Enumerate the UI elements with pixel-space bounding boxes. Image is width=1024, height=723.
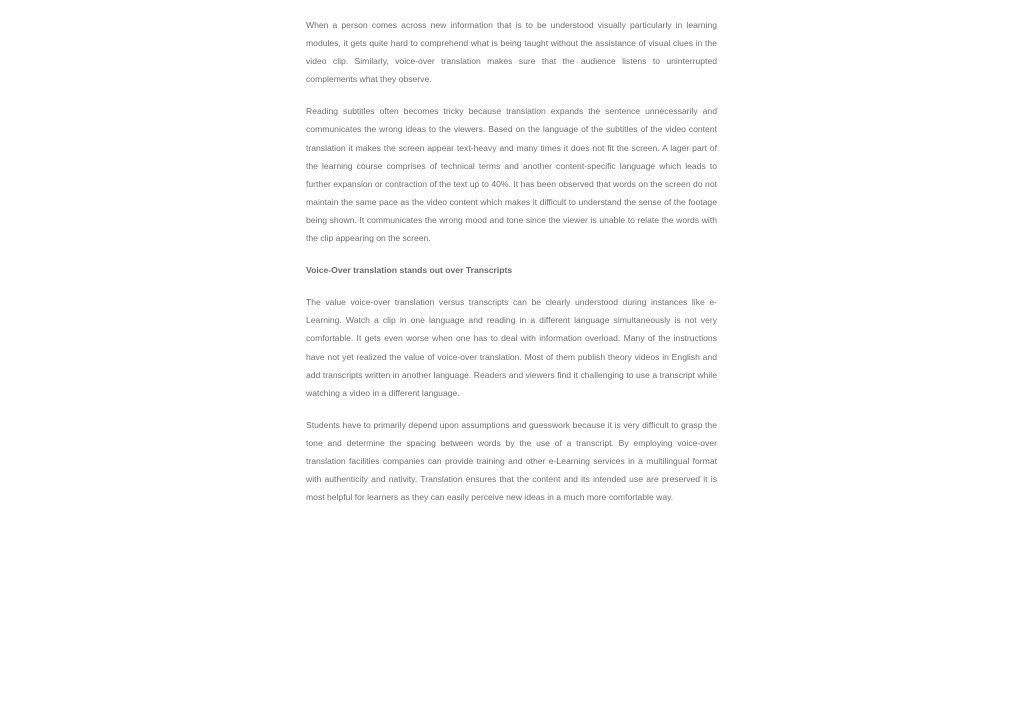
paragraph-students: Students have to primarily depend upon assumptions and guesswork because it is very difficult to grasp the tone and determine the spacing between words by the use of a transcript. By employing voice-over translation facilities companies can provide training and other e-Learning services in a multilingual format with authenticity and nativity. Translation ensures that the content and its intended use are preserved it is most helpful for learners as they can easily perceive new ideas in a much more comfortable way. bbox=[306, 419, 717, 503]
article-body bbox=[306, 16, 717, 520]
paragraph-transcripts: The value voice-over translation versus transcripts can be clearly understood during instances like e-Learning. Watch a clip in one language and reading in a different language simultaneously is not very comfortable. It gets even worse when one has to deal with information overload. Many of the instructions have not yet realized the value of voice-over translation. Most of them publish theory videos in English and add transcripts written in another language. Readers and viewers find it challenging to use a transcript while watching a video in a different language. bbox=[306, 297, 717, 398]
section-heading: Voice-Over translation stands out over Transcripts bbox=[306, 265, 513, 276]
paragraph-subtitles: Reading subtitles often becomes tricky because translation expands the sentence unnecessarily and communicates the wrong ideas to the viewers. Based on the language of the subtitles of the video content translation it makes the screen appear text-heavy and many times it does not fit the screen. A lager part of the learning course comprises of technical terms and another content-specific language which leads to further expansion or contraction of the text up to 40%. It has been observed that words on the screen do not maintain the same pace as the video content which makes it difficult to understand the sense of the footage being shown. It communicates the wrong mood and tone since the viewer is unable to relate the words with the clip appearing on the screen. bbox=[306, 106, 717, 244]
paragraph-intro: When a person comes across new information that is to be understood visually particularly in learning modules, it gets quite hard to comprehend what is being taught without the assistance of visual clues in the video clip. Similarly, voice-over translation makes sure that the audience listens to uninterrupted complements what they observe. bbox=[306, 20, 717, 85]
